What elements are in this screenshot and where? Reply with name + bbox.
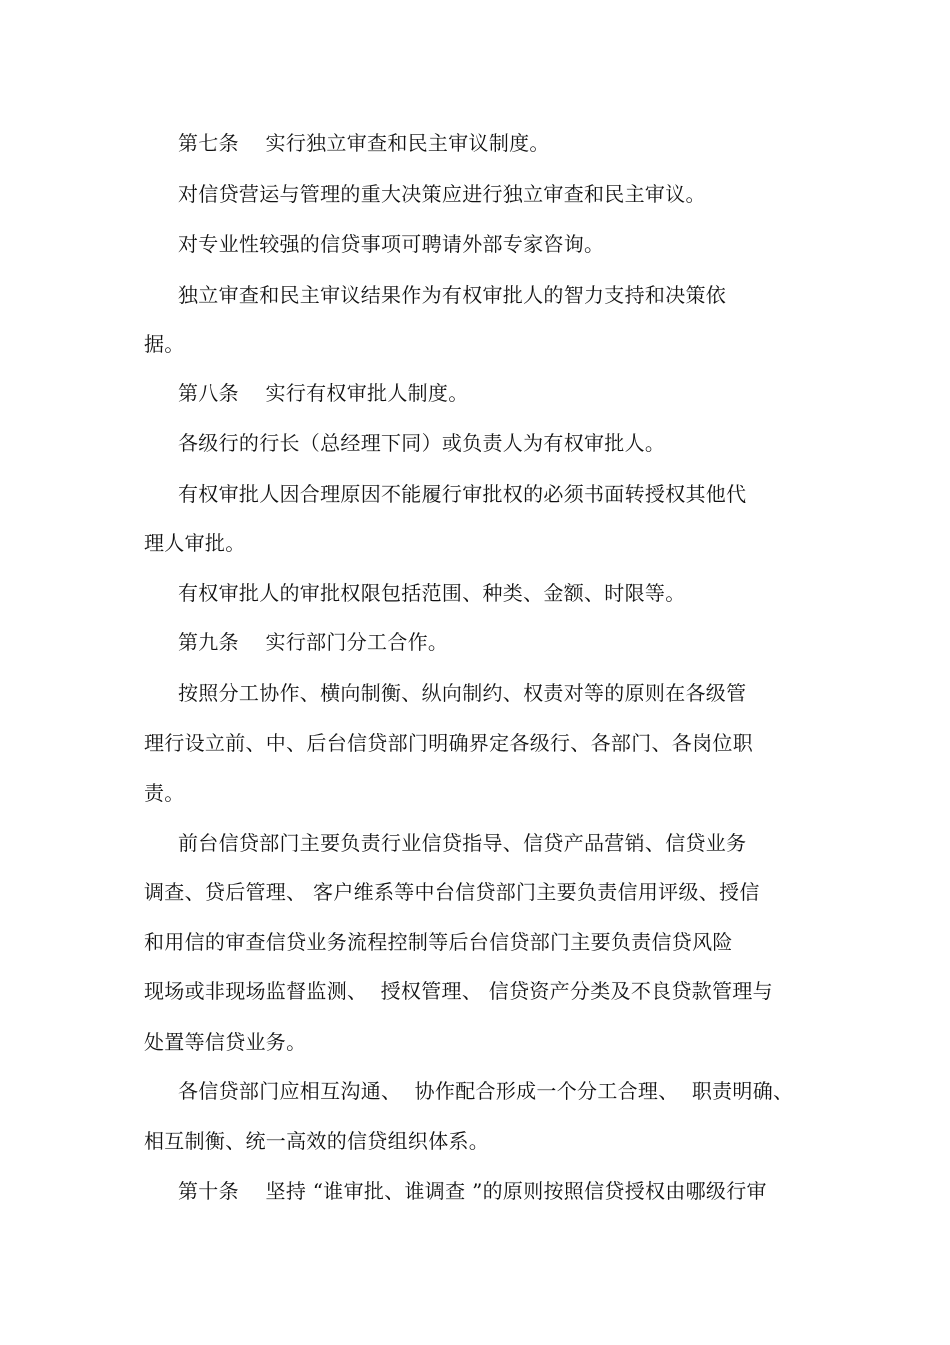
paragraph-line: 对专业性较强的信贷事项可聘请外部专家咨询。 xyxy=(178,232,605,256)
paragraph-line: 各信贷部门应相互沟通、 协作配合形成一个分工合理、 职责明确、 xyxy=(178,1079,794,1103)
paragraph-line: 对信贷营运与管理的重大决策应进行独立审查和民主审议。 xyxy=(178,182,706,206)
paragraph-line: 据。 xyxy=(144,332,185,356)
article-7-heading: 第七条 实行独立审查和民主审议制度。 xyxy=(178,131,550,155)
article-10-heading: 第十条 坚持 “谁审批、谁调查 ”的原则按照信贷授权由哪级行审 xyxy=(178,1179,767,1203)
paragraph-line: 理行设立前、中、后台信贷部门明确界定各级行、各部门、各岗位职 xyxy=(144,731,753,755)
paragraph-line: 现场或非现场监督监测、 授权管理、 信贷资产分类及不良贷款管理与 xyxy=(144,979,773,1003)
paragraph-line: 独立审查和民主审议结果作为有权审批人的智力支持和决策依 xyxy=(178,283,727,307)
paragraph-line: 责。 xyxy=(144,781,185,805)
paragraph-line: 有权审批人的审批权限包括范围、种类、金额、时限等。 xyxy=(178,581,686,605)
paragraph-line: 调查、贷后管理、 客户维系等中台信贷部门主要负责信用评级、授信 xyxy=(144,880,760,904)
paragraph-line: 有权审批人因合理原因不能履行审批权的必须书面转授权其他代 xyxy=(178,482,747,506)
paragraph-line: 理人审批。 xyxy=(144,531,246,555)
paragraph-line: 处置等信贷业务。 xyxy=(144,1030,307,1054)
paragraph-line: 各级行的行长（总经理下同）或负责人为有权审批人。 xyxy=(178,431,666,455)
paragraph-line: 相互制衡、统一高效的信贷组织体系。 xyxy=(144,1129,490,1153)
article-8-heading: 第八条 实行有权审批人制度。 xyxy=(178,381,469,405)
article-9-heading: 第九条 实行部门分工合作。 xyxy=(178,630,449,654)
paragraph-line: 前台信贷部门主要负责行业信贷指导、信贷产品营销、信贷业务 xyxy=(178,831,747,855)
paragraph-line: 和用信的审查信贷业务流程控制等后台信贷部门主要负责信贷风险 xyxy=(144,930,733,954)
paragraph-line: 按照分工协作、横向制衡、纵向制约、权责对等的原则在各级管 xyxy=(178,681,747,705)
